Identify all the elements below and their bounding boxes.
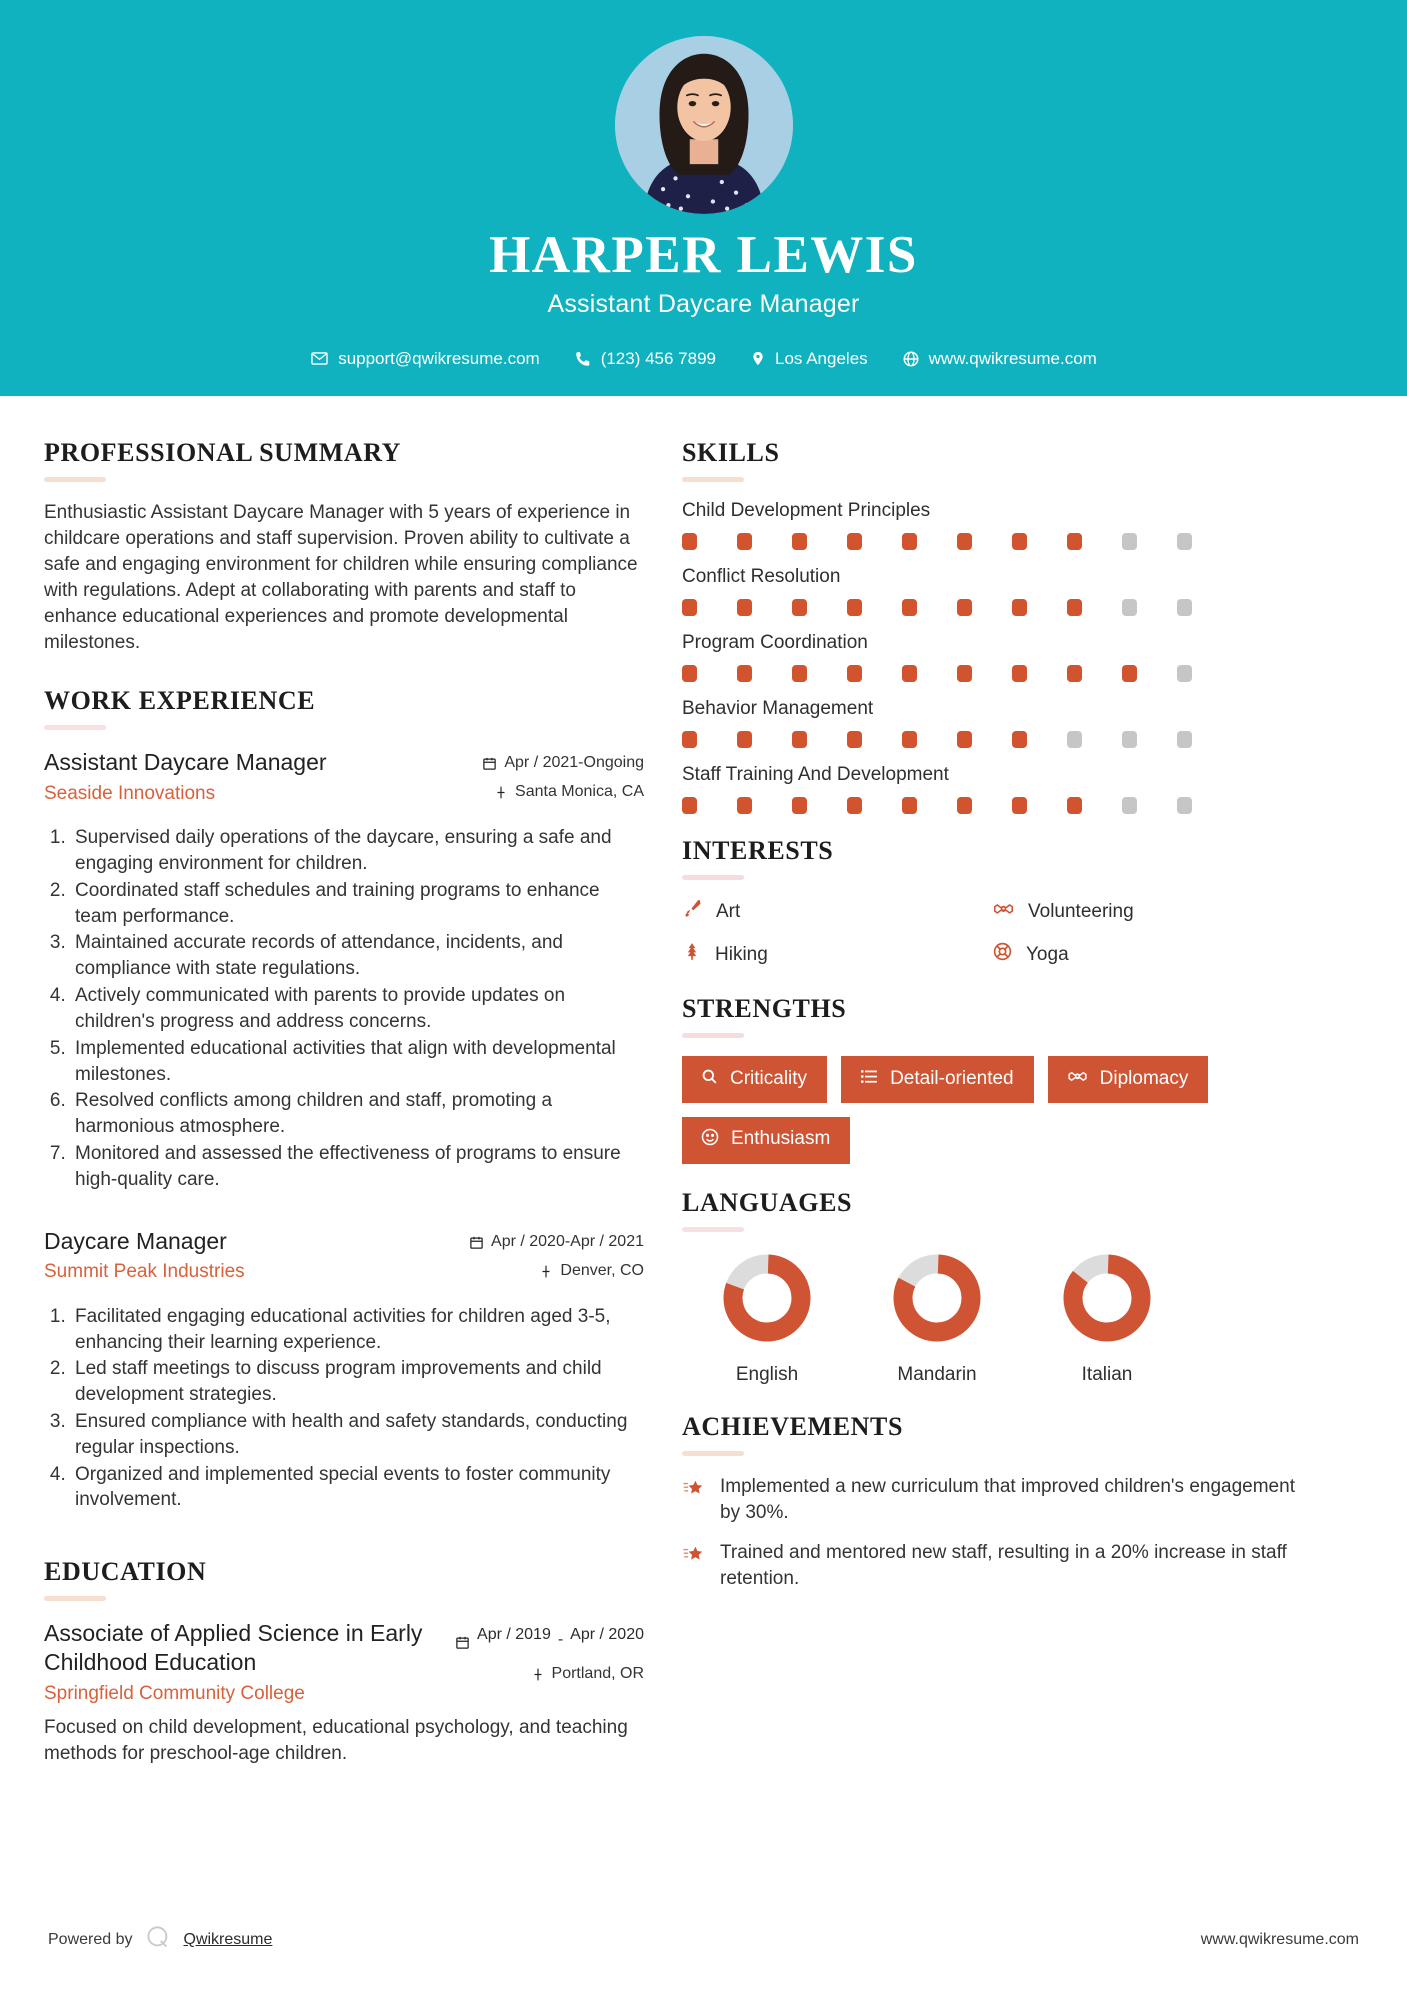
skill-dot [902, 665, 917, 682]
search-icon [700, 1067, 719, 1092]
experience-company: Summit Peak Industries [44, 1261, 245, 1283]
mail-icon [310, 349, 329, 368]
skill-dot [847, 533, 862, 550]
interest-item [682, 898, 992, 925]
skill-rating [682, 665, 1302, 682]
section-title-interests: INTERESTS [682, 836, 834, 865]
experience-entry [44, 748, 644, 1193]
avatar-photo [615, 36, 793, 214]
section-rule [682, 875, 744, 880]
interest-label: Hiking [715, 943, 768, 965]
experience-role: Assistant Daycare Manager [44, 749, 327, 776]
skill-rating [682, 731, 1302, 748]
skill-item [682, 764, 1302, 814]
map-pin-icon [494, 783, 508, 805]
map-pin-icon [531, 1665, 545, 1687]
footer [0, 1924, 1407, 1956]
strength-label: Detail-oriented [890, 1067, 1014, 1089]
experience-location-value: Santa Monica, CA [515, 783, 644, 801]
section-rule [44, 725, 106, 730]
skill-dot [1177, 731, 1192, 748]
strength-label: Enthusiasm [731, 1128, 831, 1150]
skill-rating [682, 797, 1302, 814]
skill-dot [682, 533, 697, 550]
section-rule [44, 1596, 106, 1601]
education-entry [44, 1619, 644, 1767]
skills-list [682, 500, 1302, 814]
skill-dot [957, 599, 972, 616]
qwikresume-logo-icon [145, 1924, 172, 1956]
experience-meta [444, 748, 644, 812]
list-item: 2. Coordinated staff schedules and training programs to enhance team performance. [71, 878, 644, 930]
skill-dot [737, 731, 752, 748]
education-location-value: Portland, OR [551, 1665, 644, 1683]
skill-dot [792, 731, 807, 748]
interests-grid [682, 898, 1302, 968]
contact-row [0, 349, 1407, 369]
section-title-strengths: STRENGTHS [682, 994, 847, 1023]
strengths-list [682, 1056, 1302, 1164]
interest-item [682, 941, 992, 968]
skill-dot [1012, 533, 1027, 550]
experience-bullets [44, 825, 644, 1193]
interest-label: Yoga [1026, 943, 1069, 965]
section-title-languages: LANGUAGES [682, 1187, 853, 1217]
skill-item [682, 566, 1302, 616]
skill-dot [1177, 797, 1192, 814]
list-item: 2. Led staff meetings to discuss program improvements and child development strategies. [71, 1356, 644, 1408]
education-date-start: Apr / 2019 [477, 1626, 551, 1644]
skill-dot [1012, 665, 1027, 682]
experience-date-value: Apr / 2020-Apr / 2021 [491, 1232, 644, 1250]
achievement-item [682, 1474, 1302, 1526]
skill-dot [682, 599, 697, 616]
resume-header [0, 0, 1407, 396]
phone-icon [574, 350, 592, 368]
skill-dot [1122, 797, 1137, 814]
skill-dot [1122, 599, 1137, 616]
skill-rating [682, 533, 1302, 550]
list-item: 1. Facilitated engaging educational activities for children aged 3-5, enhancing their learning experience. [71, 1304, 644, 1356]
skill-dot [737, 533, 752, 550]
skill-dot [902, 599, 917, 616]
section-work-experience [44, 686, 644, 1513]
experience-location [444, 783, 644, 805]
section-education [44, 1557, 644, 1767]
interest-label: Art [716, 900, 741, 922]
skill-dot [682, 797, 697, 814]
section-interests [682, 836, 1302, 968]
tree-icon [682, 941, 702, 968]
skill-dot [1122, 665, 1137, 682]
list-item: 1. Supervised daily operations of the daycare, ensuring a safe and engaging environment for children. [71, 825, 644, 877]
experience-meta [444, 1227, 644, 1291]
skill-item [682, 698, 1302, 748]
achievement-text: Implemented a new curriculum that improved children's engagement by 30%. [720, 1475, 1295, 1523]
section-title-skills: SKILLS [682, 438, 780, 467]
skill-dot [682, 665, 697, 682]
lifebuoy-icon [992, 941, 1013, 968]
list-item: 7. Monitored and assessed the effectiveness of programs to ensure high-quality care. [71, 1141, 644, 1193]
skill-dot [1067, 731, 1082, 748]
skill-dot [737, 797, 752, 814]
education-school: Springfield Community College [44, 1682, 305, 1704]
paintbrush-icon [682, 898, 703, 925]
skill-dot [1067, 797, 1082, 814]
star-icon [682, 1540, 706, 1571]
language-item [682, 1250, 852, 1386]
skill-dot [957, 665, 972, 682]
globe-icon [902, 350, 920, 368]
section-achievements [682, 1412, 1302, 1592]
star-icon [682, 1474, 706, 1505]
calendar-icon [455, 1635, 470, 1655]
list-item: 3. Maintained accurate records of attendance, incidents, and compliance with state regulations. [71, 930, 644, 982]
experience-location-value: Denver, CO [560, 1261, 644, 1279]
skill-dot [847, 665, 862, 682]
skill-dot [847, 599, 862, 616]
skill-label: Child Development Principles [682, 500, 931, 521]
skill-dot [1012, 797, 1027, 814]
skill-dot [737, 599, 752, 616]
summary-text: Enthusiastic Assistant Daycare Manager with 5 years of experience in childcare operations and staff supervision. Proven ability to cultivate a safe and engaging environment for children while ensuring compliance with regulations. Adept at collaborating with parents and staff to enhance educational experiences and promote developmental milestones. [44, 502, 638, 654]
skill-dot [902, 731, 917, 748]
skill-dot [1177, 599, 1192, 616]
strength-chip-enthusiasm [682, 1117, 850, 1164]
skill-label: Program Coordination [682, 632, 868, 653]
language-donut-chart [719, 1250, 815, 1346]
map-pin-icon [539, 1262, 553, 1284]
job-title: Assistant Daycare Manager [547, 289, 860, 318]
language-item [1022, 1250, 1192, 1386]
section-rule [682, 1033, 744, 1038]
section-skills [682, 438, 1302, 814]
resume-body [0, 396, 1407, 1797]
section-rule [682, 1227, 744, 1232]
skill-dot [847, 731, 862, 748]
contact-email[interactable] [293, 349, 557, 369]
section-rule [682, 1451, 744, 1456]
list-item: 4. Organized and implemented special events to foster community involvement. [71, 1462, 644, 1514]
handshake-icon [992, 898, 1015, 925]
language-label: English [735, 1363, 799, 1385]
skill-label: Staff Training And Development [682, 764, 949, 785]
skill-label: Conflict Resolution [682, 566, 841, 587]
skill-item [682, 632, 1302, 682]
skill-dot [737, 665, 752, 682]
skill-rating [682, 599, 1302, 616]
education-description: Focused on child development, educational psychology, and teaching methods for preschool-age children. [44, 1716, 628, 1764]
language-donut-chart [1059, 1250, 1155, 1346]
page-title: HARPER LEWIS [489, 226, 918, 284]
powered-by-label: Powered by [48, 1931, 133, 1948]
handshake-icon [1066, 1066, 1089, 1092]
experience-company: Seaside Innovations [44, 782, 216, 804]
experience-date-value: Apr / 2021-Ongoing [504, 754, 644, 772]
section-professional-summary [44, 438, 644, 656]
achievement-item [682, 1540, 1302, 1592]
skill-dot [1012, 731, 1027, 748]
left-column [44, 438, 644, 1797]
strength-chip-diplomacy [1048, 1056, 1209, 1103]
contact-website[interactable] [885, 349, 1114, 369]
section-languages [682, 1188, 1302, 1386]
pin-icon [750, 349, 766, 368]
list-item: 5. Implemented educational activities that align with developmental milestones. [71, 1036, 644, 1088]
achievement-text: Trained and mentored new staff, resulting in a 20% increase in staff retention. [720, 1542, 1287, 1590]
skill-dot [1067, 599, 1082, 616]
skill-dot [1067, 665, 1082, 682]
interest-label: Volunteering [1028, 900, 1134, 922]
education-date-end: Apr / 2020 [570, 1626, 644, 1644]
strength-chip-detail-oriented [841, 1056, 1034, 1103]
skill-dot [957, 533, 972, 550]
experience-date [444, 754, 644, 776]
section-strengths [682, 994, 1302, 1164]
education-date [444, 1625, 644, 1655]
list-item: 6. Resolved conflicts among children and staff, promoting a harmonious atmosphere. [71, 1088, 644, 1140]
contact-phone[interactable] [557, 349, 733, 369]
language-label: Italian [1081, 1363, 1133, 1385]
smiley-icon [700, 1127, 720, 1153]
skill-dot [792, 599, 807, 616]
contact-phone-value: (123) 456 7899 [600, 348, 717, 368]
avatar [615, 36, 793, 214]
skill-dot [1067, 533, 1082, 550]
education-meta [444, 1619, 644, 1694]
list-item: 4. Actively communicated with parents to provide updates on children's progress and address concerns. [71, 983, 644, 1035]
strength-label: Diplomacy [1099, 1067, 1189, 1089]
strength-chip-criticality [682, 1056, 827, 1103]
experience-date [444, 1233, 644, 1255]
contact-email-value: support@qwikresume.com [338, 348, 540, 368]
skill-dot [957, 731, 972, 748]
skill-dot [792, 797, 807, 814]
interest-item [992, 898, 1302, 925]
skill-dot [902, 533, 917, 550]
right-column [682, 438, 1302, 1797]
skill-dot [1122, 533, 1137, 550]
language-label: Mandarin [897, 1363, 977, 1385]
skill-label: Behavior Management [682, 698, 874, 719]
section-rule [44, 477, 106, 482]
language-donut-chart [889, 1250, 985, 1346]
footer-brand-link[interactable]: Qwikresume [183, 1931, 273, 1948]
languages-list [682, 1250, 1302, 1386]
contact-website-value: www.qwikresume.com [928, 348, 1097, 368]
skill-item [682, 500, 1302, 550]
section-title-summary: PROFESSIONAL SUMMARY [44, 438, 402, 467]
skill-dot [792, 533, 807, 550]
list-icon [859, 1067, 879, 1092]
skill-dot [1122, 731, 1137, 748]
interest-item [992, 941, 1302, 968]
footer-website[interactable]: www.qwikresume.com [1200, 1931, 1359, 1948]
contact-location-value: Los Angeles [775, 348, 868, 368]
experience-role: Daycare Manager [44, 1227, 227, 1254]
calendar-icon [469, 1233, 484, 1255]
experience-location [444, 1262, 644, 1284]
section-title-experience: WORK EXPERIENCE [44, 686, 316, 716]
experience-bullets [44, 1304, 644, 1514]
skill-dot [902, 797, 917, 814]
section-rule [682, 477, 744, 482]
powered-by [48, 1924, 272, 1956]
skill-dot [1177, 665, 1192, 682]
strength-label: Criticality [730, 1067, 808, 1089]
education-location [444, 1665, 644, 1687]
section-title-education: EDUCATION [44, 1557, 207, 1587]
experience-entry [44, 1227, 644, 1514]
education-degree: Associate of Applied Science in Early Childhood Education [44, 1620, 423, 1676]
skill-dot [1012, 599, 1027, 616]
calendar-icon [482, 754, 497, 776]
education-date-separator: - [557, 1631, 564, 1649]
skill-dot [1177, 533, 1192, 550]
skill-dot [847, 797, 862, 814]
list-item: 3. Ensured compliance with health and safety standards, conducting regular inspections. [71, 1409, 644, 1461]
contact-location [733, 349, 885, 369]
section-title-achievements: ACHIEVEMENTS [682, 1411, 904, 1441]
language-item [852, 1250, 1022, 1386]
skill-dot [957, 797, 972, 814]
skill-dot [792, 665, 807, 682]
skill-dot [682, 731, 697, 748]
